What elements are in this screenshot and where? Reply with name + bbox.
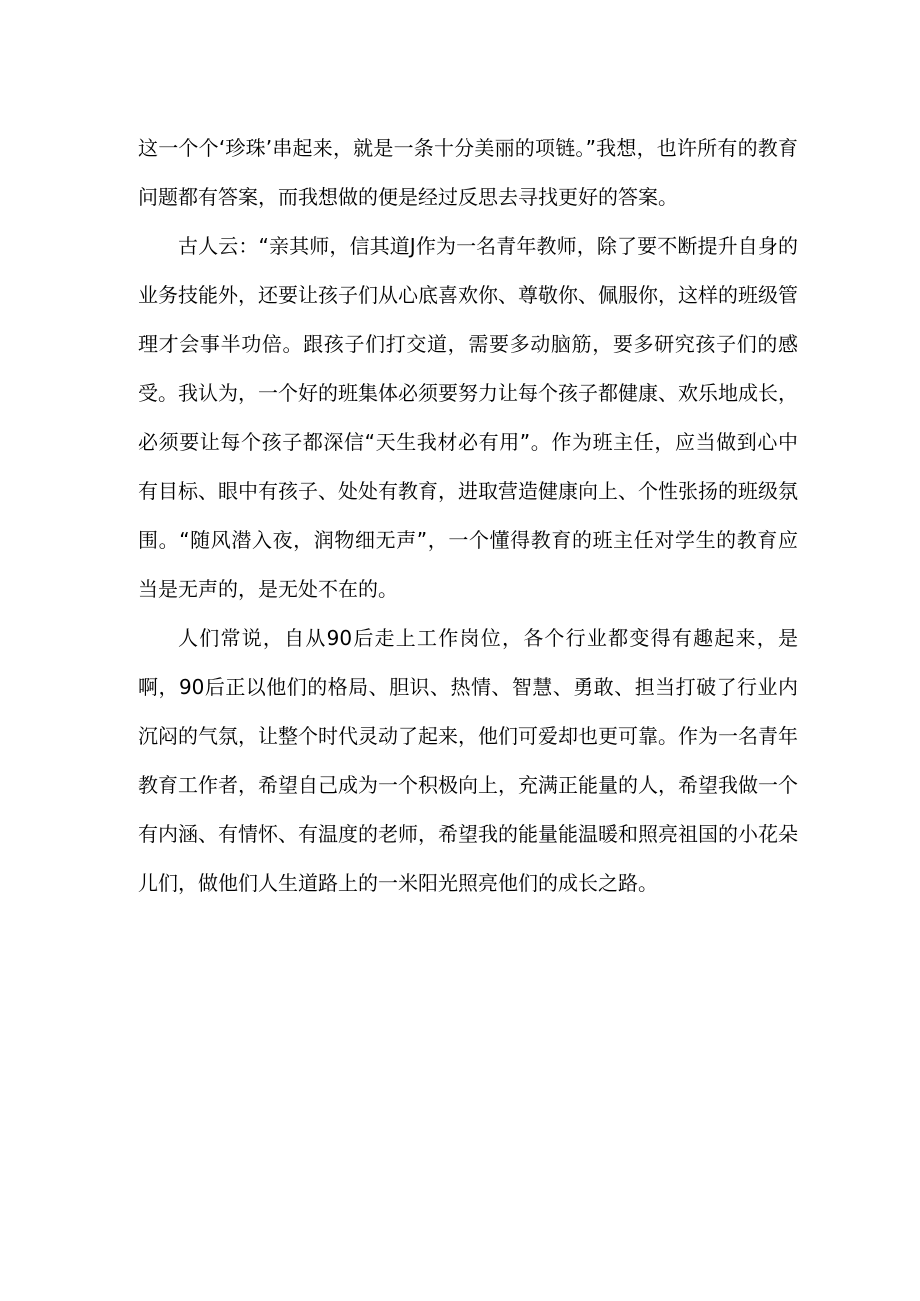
paragraph-young-educator: 人们常说，自从90后走上工作岗位，各个行业都变得有趣起来，是啊，90后正以他们的格局、胆识、热情、智慧、勇敢、担当打破了行业内沉闷的气氛，让整个时代灵动了起来，他们可爱却也更可靠。作为一名青年教育工作者，希望自己成为一个积极向上，充满正能量的人，希望我做一个有内涵、有情怀、有温度的老师，希望我的能量能温暖和照亮祖国的小花朵儿们，做他们人生道路上的一米阳光照亮他们的成长之路。	[138, 626, 798, 895]
paragraph-class-management: 古人云：“亲其师，信其道J作为一名青年教师，除了要不断提升自身的业务技能外，还要让孩子们从心底喜欢你、尊敬你、佩服你，这样的班级管理才会事半功倍。跟孩子们打交道，需要多动脑筋，要多研究孩子们的感受。我认为，一个好的班集体必须要努力让每个孩子都健康、欢乐地成长，必须要让每个孩子都深信“天生我材必有用”。作为班主任，应当做到心中有目标、眼中有孩子、处处有教育，进取营造健康向上、个性张扬的班级氛围。“随风潜入夜，润物细无声”，一个懂得教育的班主任对学生的教育应当是无声的，是无处不在的。	[138, 234, 798, 601]
paragraph-continuation: 这一个个‘珍珠’串起来，就是一条十分美丽的项链。”我想，也许所有的教育问题都有答案，而我想做的便是经过反思去寻找更好的答案。	[138, 136, 798, 209]
document-body	[138, 124, 798, 908]
